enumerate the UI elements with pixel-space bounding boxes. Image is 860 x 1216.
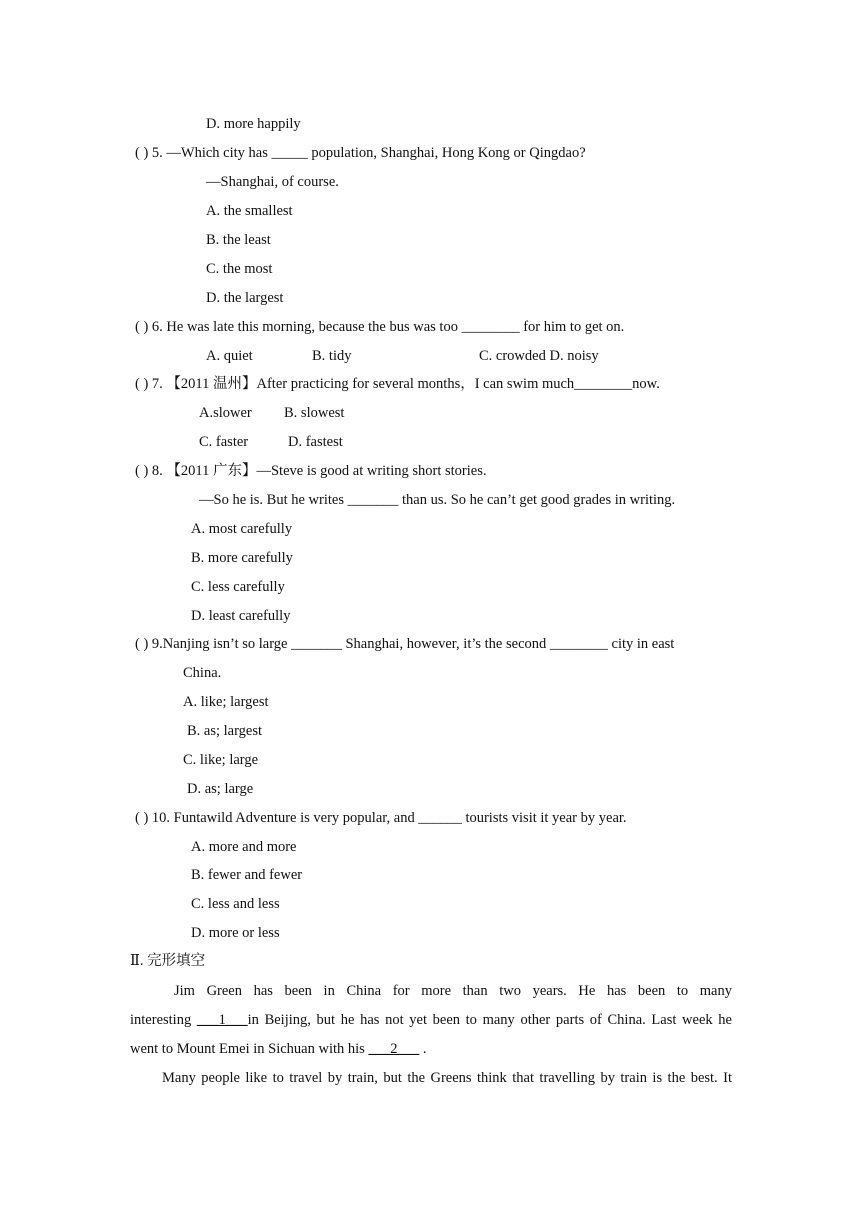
q5-option-d: D. the largest (206, 290, 284, 306)
q4-option-d: D. more happily (206, 116, 301, 132)
q10-option-c: C. less and less (191, 896, 280, 912)
q8-option-a: A. most carefully (191, 521, 293, 537)
q6-option-cd: C. crowded D. noisy (479, 348, 599, 364)
q5-option-b: B. the least (206, 232, 271, 248)
question-6: ( ) 6. He was late this morning, because the bus was too ________ for him to get on. (135, 319, 625, 335)
question-9: ( ) 9.Nanjing isn’t so large _______ Shanghai, however, it’s the second ________ city in east (135, 636, 675, 652)
q8-option-d: D. least carefully (191, 608, 291, 624)
blank-1[interactable]: ___1___ (196, 1012, 248, 1028)
passage-line-4: Many people like to travel by train, but the Greens think that travelling by train is the best. It (162, 1070, 732, 1086)
q6-option-b: B. tidy (312, 348, 352, 364)
q8-option-b: B. more carefully (191, 550, 293, 566)
q5-option-a: A. the smallest (206, 203, 293, 219)
q7-option-d: D. fastest (288, 434, 343, 450)
q8-dialogue-answer: —So he is. But he writes _______ than us. So he can’t get good grades in writing. (199, 492, 676, 508)
question-10: ( ) 10. Funtawild Adventure is very popular, and ______ tourists visit it year by year. (135, 810, 627, 826)
q7-option-c: C. faster (199, 434, 249, 450)
q9-option-a: A. like; largest (183, 694, 269, 710)
q8-option-c: C. less carefully (191, 579, 285, 595)
q9-option-d: D. as; large (187, 781, 254, 797)
q9-option-b: B. as; largest (187, 723, 263, 739)
q5-option-c: C. the most (206, 261, 273, 277)
blank-2[interactable]: ___2___ (368, 1041, 420, 1057)
section-2-heading: Ⅱ. 完形填空 (130, 953, 206, 969)
question-5: ( ) 5. —Which city has _____ population, Shanghai, Hong Kong or Qingdao? (135, 145, 586, 161)
q6-option-a: A. quiet (206, 348, 253, 364)
question-8: ( ) 8. 【2011 广东】—Steve is good at writing short stories. (135, 463, 487, 479)
q10-option-b: B. fewer and fewer (191, 867, 303, 883)
q9-option-c: C. like; large (183, 752, 259, 768)
passage-line-3: went to Mount Emei in Sichuan with his ___2___ . (130, 1041, 427, 1057)
passage-line-1: Jim Green has been in China for more than two years. He has been to many (174, 983, 732, 999)
q7-option-b: B. slowest (284, 405, 345, 421)
q5-dialogue-answer: —Shanghai, of course. (206, 174, 339, 190)
q10-option-a: A. more and more (191, 839, 297, 855)
passage-line-2: interesting ___1___in Beijing, but he has not yet been to many other parts of China. Last week he (130, 1012, 732, 1028)
q7-option-a: A.slower (199, 405, 252, 421)
q9-continuation: China. (183, 665, 222, 681)
q10-option-d: D. more or less (191, 925, 280, 941)
question-7: ( ) 7. 【2011 温州】After practicing for several months，I can swim much________now. (135, 376, 660, 392)
